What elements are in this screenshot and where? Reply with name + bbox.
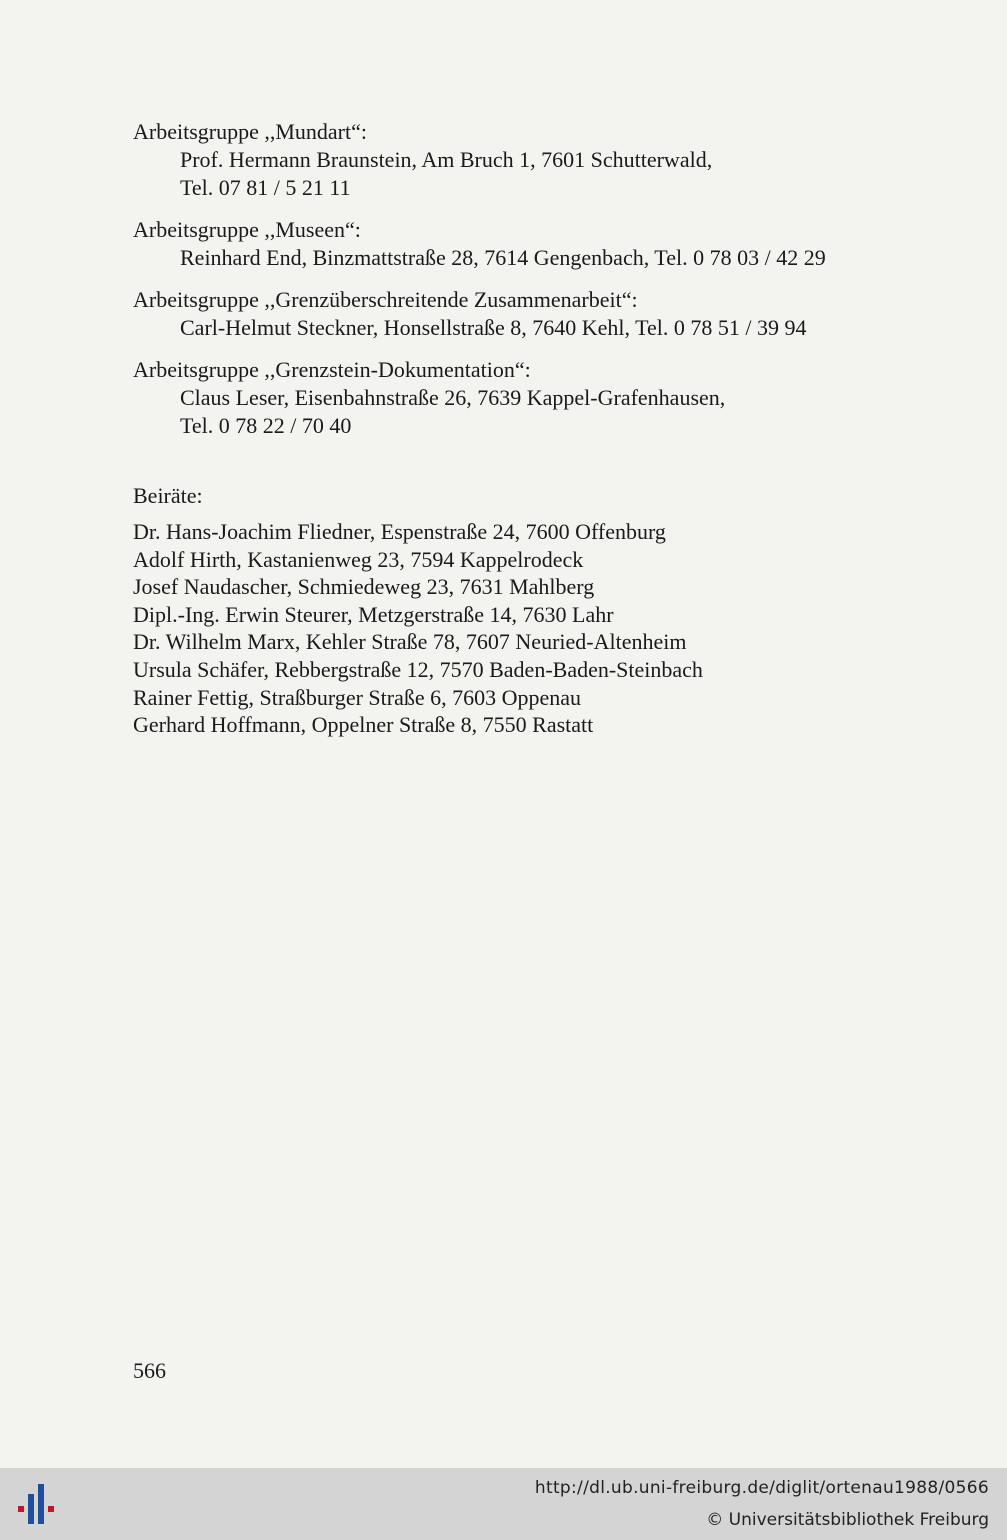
advisory-board-title: Beiräte: (133, 483, 203, 508)
advisory-member: Gerhard Hoffmann, Oppelner Straße 8, 7550 Rastatt (133, 712, 594, 738)
group-contact-line: Carl-Helmut Steckner, Honsellstraße 8, 7640 Kehl, Tel. 0 78 51 / 39 94 (180, 315, 807, 340)
copyright-notice: © Universitätsbibliothek Freiburg (706, 1510, 989, 1530)
advisory-member: Adolf Hirth, Kastanienweg 23, 7594 Kappelrodeck (133, 546, 584, 572)
advisory-member: Ursula Schäfer, Rebbergstraße 12, 7570 Baden-Baden-Steinbach (133, 656, 703, 682)
permalink-url[interactable]: http://dl.ub.uni-freiburg.de/diglit/ortenau1988/0566 (534, 1478, 989, 1498)
group-heading: Arbeitsgruppe ,,Grenzstein-Dokumentation“: (133, 357, 531, 382)
advisory-member: Dr. Wilhelm Marx, Kehler Straße 78, 7607 Neuried-Altenheim (133, 629, 687, 655)
group-contact-line: Reinhard End, Binzmattstraße 28, 7614 Gengenbach, Tel. 0 78 03 / 42 29 (180, 245, 826, 270)
advisory-member: Dipl.-Ing. Erwin Steurer, Metzgerstraße 14, 7630 Lahr (133, 601, 614, 627)
advisory-board (133, 482, 933, 739)
advisory-member: Josef Naudascher, Schmiedeweg 23, 7631 Mahlberg (133, 574, 595, 600)
working-group-mundart (133, 118, 933, 202)
group-contact-line: Tel. 07 81 / 5 21 11 (180, 175, 351, 200)
page-content (133, 118, 933, 739)
page-number: 566 (133, 1358, 166, 1383)
working-group-grenzstein (133, 356, 933, 440)
advisory-member: Dr. Hans-Joachim Fliedner, Espenstraße 24, 7600 Offenburg (133, 519, 666, 544)
advisory-member: Rainer Fettig, Straßburger Straße 6, 7603 Oppenau (133, 684, 582, 710)
working-group-museen (133, 216, 933, 272)
group-heading: Arbeitsgruppe ,,Museen“: (133, 217, 361, 242)
group-heading: Arbeitsgruppe ,,Mundart“: (133, 119, 367, 144)
group-contact-line: Prof. Hermann Braunstein, Am Bruch 1, 7601 Schutterwald, (180, 147, 713, 172)
ub-freiburg-logo-icon (12, 1478, 64, 1530)
working-group-grenzueberschreitend (133, 286, 933, 342)
group-contact-line: Tel. 0 78 22 / 70 40 (180, 413, 352, 438)
group-heading: Arbeitsgruppe ,,Grenzüberschreitende Zusammenarbeit“: (133, 287, 638, 312)
library-footer (0, 1468, 1007, 1540)
group-contact-line: Claus Leser, Eisenbahnstraße 26, 7639 Kappel-Grafenhausen, (180, 385, 726, 410)
